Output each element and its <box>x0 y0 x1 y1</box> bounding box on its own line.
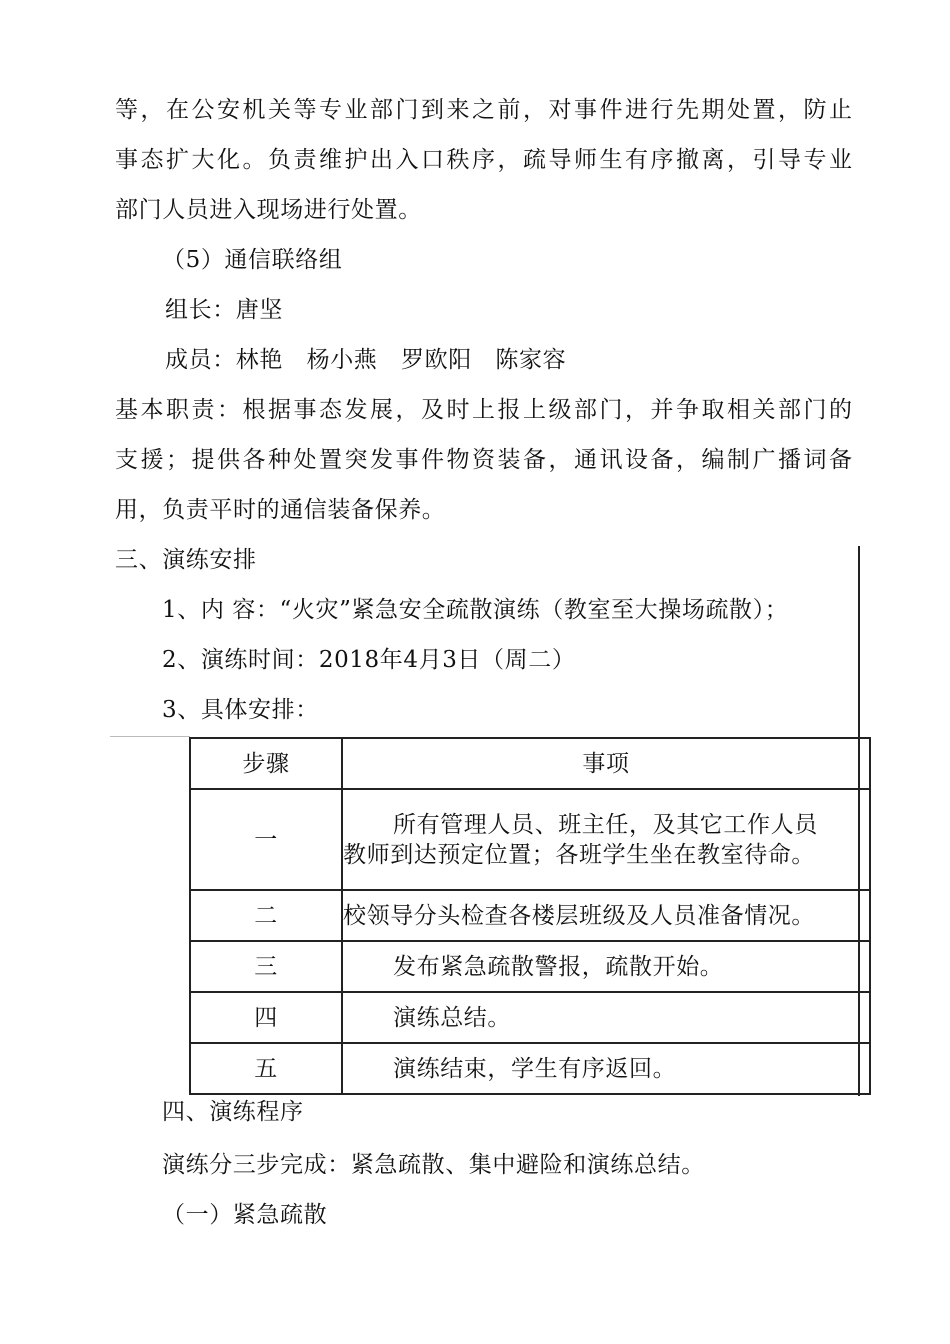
table-row <box>190 941 870 992</box>
schedule-table <box>189 737 871 1095</box>
subsection-title: （一）紧急疏散 <box>162 1202 328 1228</box>
paragraph-line: 等，在公安机关等专业部门到来之前，对事件进行先期处置，防止 <box>115 97 852 123</box>
section-title: 四、演练程序 <box>162 1099 304 1125</box>
item-cell <box>342 890 870 941</box>
table-header-cell: 步骤 <box>190 738 342 789</box>
item-text: 校领导分头检查各楼层班级及人员准备情况。 <box>343 902 815 929</box>
step-cell: 一 <box>190 789 342 890</box>
arrangement-item: 2、演练时间：2018年4月3日（周二） <box>162 647 576 673</box>
section-title: 三、演练安排 <box>115 547 257 573</box>
table-header-row <box>190 738 870 789</box>
item-cell <box>342 941 870 992</box>
group-title: （5）通信联络组 <box>162 247 343 273</box>
paragraph-line: 事态扩大化。负责维护出入口秩序，疏导师生有序撤离，引导专业 <box>115 147 852 173</box>
step-cell: 三 <box>190 941 342 992</box>
table-header-cell: 事项 <box>342 738 870 789</box>
step-cell: 二 <box>190 890 342 941</box>
table-row <box>190 1043 870 1094</box>
paragraph-line: 部门人员进入现场进行处置。 <box>115 197 422 223</box>
table-row <box>190 789 870 890</box>
item-text: 教师到达预定位置；各班学生坐在教室待命。 <box>343 841 815 868</box>
item-text: 所有管理人员、班主任，及其它工作人员 <box>393 811 818 838</box>
arrangement-item: 1、内 容：“火灾”紧急安全疏散演练（教室至大操场疏散）； <box>162 597 789 623</box>
table-row <box>190 890 870 941</box>
item-cell <box>342 789 870 890</box>
margin-line <box>110 736 190 737</box>
group-leader: 组长：唐坚 <box>165 297 283 323</box>
item-text: 演练结束，学生有序返回。 <box>393 1055 677 1082</box>
item-text: 发布紧急疏散警报，疏散开始。 <box>393 953 724 980</box>
duty-line: 支援；提供各种处置突发事件物资装备，通讯设备，编制广播词备 <box>115 447 852 473</box>
table-row <box>190 992 870 1043</box>
section-desc: 演练分三步完成：紧急疏散、集中避险和演练总结。 <box>162 1152 705 1178</box>
step-cell: 五 <box>190 1043 342 1094</box>
item-text: 演练总结。 <box>393 1004 511 1031</box>
duty-line: 用，负责平时的通信装备保养。 <box>115 497 446 523</box>
group-members: 成员：林艳 杨小燕 罗欧阳 陈家容 <box>165 347 567 373</box>
item-cell <box>342 1043 870 1094</box>
duty-line: 基本职责：根据事态发展，及时上报上级部门，并争取相关部门的 <box>115 397 852 423</box>
step-cell: 四 <box>190 992 342 1043</box>
item-cell <box>342 992 870 1043</box>
arrangement-item: 3、具体安排： <box>162 697 319 723</box>
